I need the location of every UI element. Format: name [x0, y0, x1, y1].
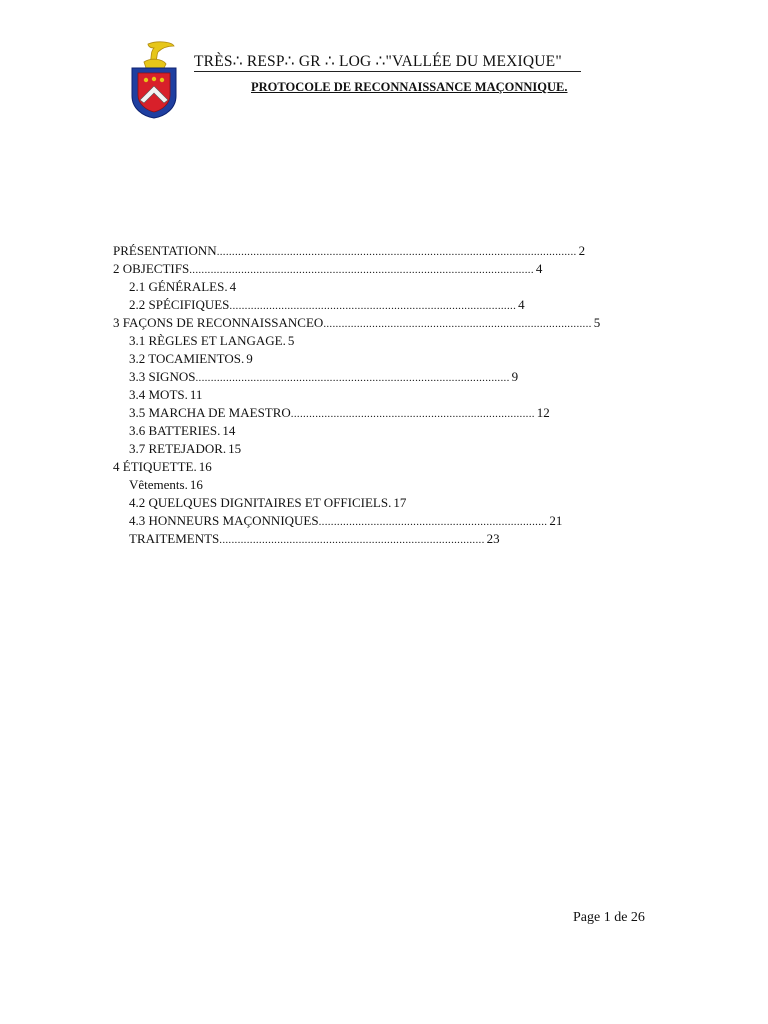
toc-entry-leader: ................................................................................................................. [189, 264, 534, 276]
toc-entry-label: 2 OBJECTIFS [113, 261, 190, 276]
toc-entry[interactable] [113, 422, 693, 440]
toc-entry-label: 3.3 SIGNOS [129, 369, 196, 384]
toc-entry-label: 3.7 RETEJADOR. [129, 441, 227, 456]
table-of-contents [113, 242, 693, 548]
toc-entry-page: 4 [518, 297, 525, 312]
toc-entry-page: 16 [189, 477, 203, 492]
toc-entry-label: 3.5 MARCHA DE MAESTRO [129, 405, 291, 420]
lodge-crest-icon [128, 40, 180, 120]
toc-entry[interactable] [113, 296, 693, 314]
toc-entry-label: PRÉSENTATIONN [113, 243, 217, 258]
toc-entry-label: 3.1 RÈGLES ET LANGAGE. [129, 333, 286, 348]
toc-entry[interactable] [113, 278, 693, 296]
toc-entry[interactable] [113, 458, 693, 476]
toc-entry[interactable] [113, 530, 693, 548]
toc-entry[interactable] [113, 350, 693, 368]
toc-entry-page: 23 [486, 531, 500, 546]
toc-entry-label: 4 ÉTIQUETTE. [113, 459, 197, 474]
document-title: TRÈS∴ RESP∴ GR ∴ LOG ∴"VALLÉE DU MEXIQUE" [194, 53, 562, 70]
toc-entry-label: TRAITEMENTS [129, 531, 220, 546]
toc-entry[interactable] [113, 404, 693, 422]
toc-entry[interactable] [113, 386, 693, 404]
toc-entry[interactable] [113, 494, 693, 512]
toc-entry-leader: ........................................................................................ [323, 318, 592, 330]
toc-entry-label: 2.1 GÉNÉRALES. [129, 279, 228, 294]
toc-entry-leader: ....................................................................................... [219, 534, 485, 546]
toc-entry-page: 15 [228, 441, 242, 456]
toc-entry-page: 16 [198, 459, 212, 474]
toc-entry[interactable] [113, 332, 693, 350]
toc-entry-label: 3 FAÇONS DE RECONNAISSANCEO [113, 315, 324, 330]
toc-entry-page: 17 [393, 495, 407, 510]
toc-entry-page: 5 [287, 333, 295, 348]
toc-entry[interactable] [113, 242, 693, 260]
toc-entry[interactable] [113, 368, 693, 386]
toc-entry-page: 2 [578, 243, 586, 258]
toc-entry-label: 3.2 TOCAMIENTOS. [129, 351, 245, 366]
toc-entry-page: 5 [593, 315, 601, 330]
toc-entry-page: 11 [189, 387, 203, 402]
toc-entry-leader: ........................................................................... [318, 516, 548, 528]
toc-entry[interactable] [113, 314, 693, 332]
toc-entry-label: 3.4 MOTS. [129, 387, 188, 402]
toc-entry-page: 4 [535, 261, 543, 276]
toc-entry-page: 12 [536, 405, 550, 420]
toc-entry-leader: ................................................................................ [290, 408, 535, 420]
toc-entry-page: 14 [222, 423, 236, 438]
toc-entry-page: 4 [229, 279, 237, 294]
page-number: Page 1 de 26 [573, 910, 645, 925]
toc-entry[interactable] [113, 260, 693, 278]
toc-entry-label: 4.2 QUELQUES DIGNITAIRES ET OFFICIELS. [129, 495, 392, 510]
toc-entry[interactable] [113, 512, 693, 530]
toc-entry[interactable] [113, 440, 693, 458]
title-underline [194, 71, 581, 72]
toc-entry-label: Vêtements. [129, 477, 188, 492]
toc-entry[interactable] [113, 476, 693, 494]
document-subtitle: PROTOCOLE DE RECONNAISSANCE MAÇONNIQUE. [251, 80, 568, 94]
toc-entry-page: 9 [511, 369, 519, 384]
toc-entry-leader: .............................................................................................. [229, 300, 517, 312]
toc-entry-label: 4.3 HONNEURS MAÇONNIQUES [129, 513, 319, 528]
toc-entry-leader: ...................................................................................................................... [216, 246, 577, 258]
toc-entry-page: 9 [246, 351, 253, 366]
toc-entry-label: 3.6 BATTERIES. [129, 423, 221, 438]
toc-entry-label: 2.2 SPÉCIFIQUES [129, 297, 230, 312]
toc-entry-page: 21 [549, 513, 563, 528]
toc-entry-leader: ....................................................................................................... [195, 372, 510, 384]
